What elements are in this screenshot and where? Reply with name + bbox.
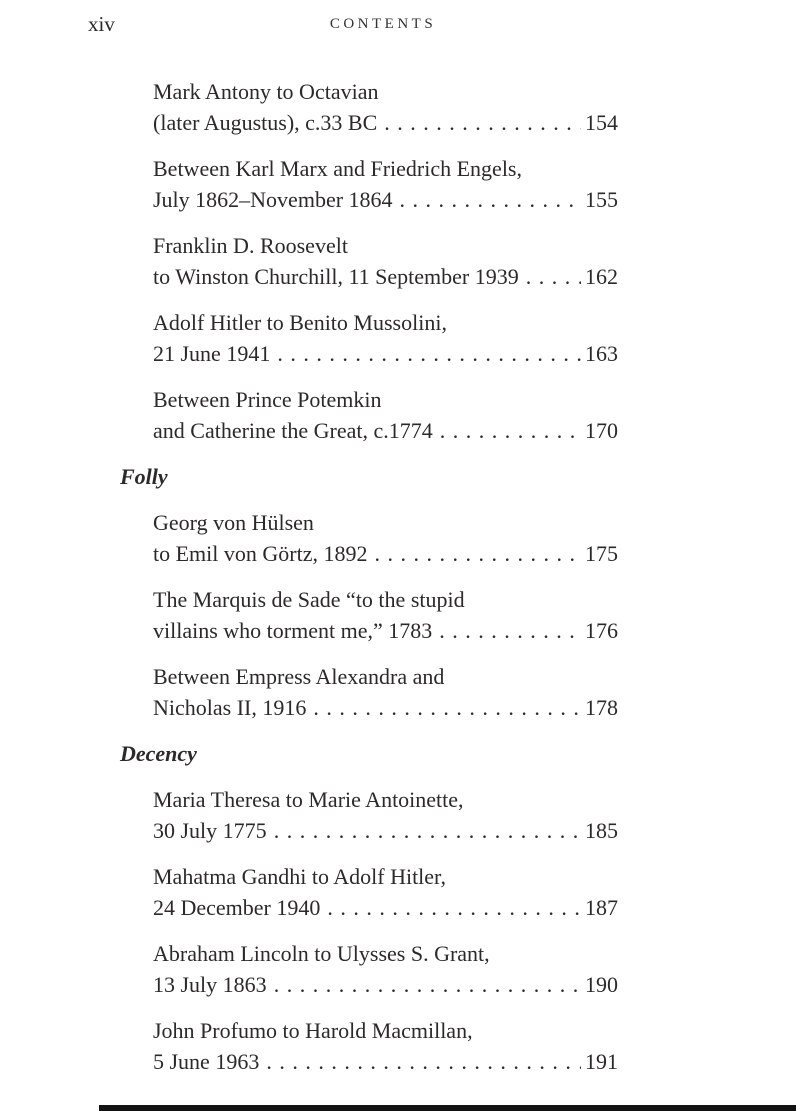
page-number: 155 (585, 187, 618, 212)
entry-title-line1: Between Empress Alexandra and (153, 664, 445, 689)
entry-title-line1: The Marquis de Sade “to the stupid (153, 587, 465, 612)
page-number: 178 (585, 695, 618, 720)
entry-title-line2: Nicholas II, 1916 (153, 695, 307, 720)
entry-title-line2: and Catherine the Great, c.1774 (153, 418, 433, 443)
page-number: 170 (585, 418, 618, 443)
entry-title-line2: 24 December 1940 (153, 895, 321, 920)
entry-title-line1: Maria Theresa to Marie Antoinette, (153, 787, 464, 812)
toc-entry (153, 384, 618, 446)
dot-leader (384, 107, 581, 138)
toc-entry (153, 153, 618, 215)
entry-title-line2: to Emil von Görtz, 1892 (153, 541, 368, 566)
page-number: 185 (585, 818, 618, 843)
entry-title-line1: Abraham Lincoln to Ulysses S. Grant, (153, 941, 490, 966)
page-number: 154 (585, 110, 618, 135)
toc-entry (153, 861, 618, 923)
entry-title-line2: 21 June 1941 (153, 341, 271, 366)
entry-title-line2: to Winston Churchill, 11 September 1939 (153, 264, 519, 289)
page-number: 176 (585, 618, 618, 643)
toc-entry (153, 784, 618, 846)
toc-entry (153, 76, 618, 138)
entry-title-line1: Mark Antony to Octavian (153, 79, 379, 104)
folio-page-number: xiv (88, 12, 115, 36)
entry-title-line1: Franklin D. Roosevelt (153, 233, 348, 258)
dot-leader (266, 1046, 581, 1077)
page-number: 163 (585, 341, 618, 366)
toc-entry (153, 507, 618, 569)
entry-title-line1: John Profumo to Harold Macmillan, (153, 1018, 473, 1043)
dot-leader (440, 415, 581, 446)
toc-entry (153, 230, 618, 292)
entry-title-line2: villains who torment me,” 1783 (153, 618, 433, 643)
entry-title-line1: Mahatma Gandhi to Adolf Hitler, (153, 864, 447, 889)
dot-leader (439, 615, 581, 646)
toc-entry (153, 661, 618, 723)
page-number: 187 (585, 895, 618, 920)
toc-entry (153, 1015, 618, 1077)
entry-title-line2: 5 June 1963 (153, 1049, 260, 1074)
dot-leader (274, 815, 581, 846)
page-number: 190 (585, 972, 618, 997)
entry-title-line2: 13 July 1863 (153, 972, 267, 997)
entry-title-line1: Georg von Hülsen (153, 510, 314, 535)
section-heading-folly: Folly (120, 464, 168, 489)
page-number: 175 (585, 541, 618, 566)
entry-title-line1: Adolf Hitler to Benito Mussolini, (153, 310, 447, 335)
dot-leader (313, 692, 581, 723)
dot-leader (374, 538, 581, 569)
toc-entry (153, 584, 618, 646)
table-of-contents (120, 76, 618, 1092)
toc-entry (153, 938, 618, 1000)
dot-leader (274, 969, 581, 1000)
section-heading-decency: Decency (120, 741, 197, 766)
page-number: 191 (585, 1049, 618, 1074)
dot-leader (277, 338, 581, 369)
dot-leader (327, 892, 581, 923)
entry-title-line1: Between Prince Potemkin (153, 387, 382, 412)
entry-title-line2: July 1862–November 1864 (153, 187, 393, 212)
dot-leader (400, 184, 581, 215)
dot-leader (526, 261, 581, 292)
entry-title-line1: Between Karl Marx and Friedrich Engels, (153, 156, 522, 181)
page-number: 162 (585, 264, 618, 289)
running-head: CONTENTS (329, 16, 437, 32)
toc-entry (153, 307, 618, 369)
entry-title-line2: 30 July 1775 (153, 818, 267, 843)
page-bottom-edge-artifact (99, 1105, 796, 1111)
entry-title-line2: (later Augustus), c.33 BC (153, 110, 378, 135)
